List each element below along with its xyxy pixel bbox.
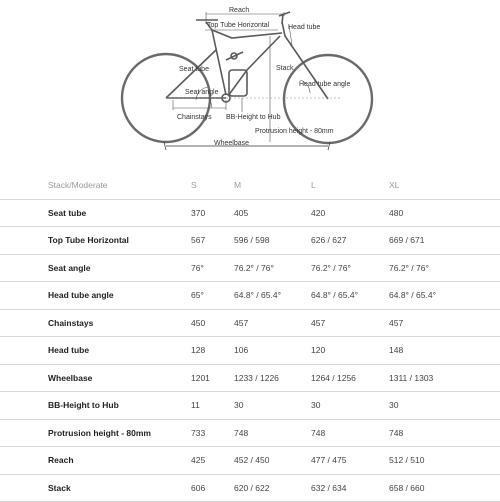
cell-value: 76.2° / 76° [234,254,311,282]
cell-value: 658 / 660 [389,474,500,502]
row-label: Top Tube Horizontal [0,227,191,255]
cell-value: 596 / 598 [234,227,311,255]
cell-value: 626 / 627 [311,227,389,255]
cell-value: 76.2° / 76° [389,254,500,282]
table-row [0,282,500,310]
cell-value: 30 [234,392,311,420]
cell-value: 620 / 622 [234,474,311,502]
header-size-xl: XL [389,172,500,199]
cell-value: 669 / 671 [389,227,500,255]
label-reach: Reach [229,7,250,14]
table-row [0,447,500,475]
label-seat-angle: Seat angle [185,89,219,96]
cell-value: 64.8° / 65.4° [389,282,500,310]
cell-value: 76° [191,254,234,282]
cell-value: 11 [191,392,234,420]
header-size-m: M [234,172,311,199]
row-label: Seat tube [0,199,191,227]
cell-value: 106 [234,337,311,365]
cell-value: 405 [234,199,311,227]
cell-value: 64.8° / 65.4° [311,282,389,310]
label-top-tube-horizontal: Top Tube Horizontal [207,22,270,29]
row-label: Head tube angle [0,282,191,310]
cell-value: 512 / 510 [389,447,500,475]
table-row [0,419,500,447]
row-label: Stack [0,474,191,502]
cell-value: 480 [389,199,500,227]
cell-value: 457 [234,309,311,337]
row-label: Chainstays [0,309,191,337]
cell-value: 567 [191,227,234,255]
cell-value: 748 [234,419,311,447]
header-size-s: S [191,172,234,199]
row-label: Wheelbase [0,364,191,392]
row-label: Protrusion height - 80mm [0,419,191,447]
table-row [0,392,500,420]
label-seat-tube: Seat tube [179,66,209,73]
header-label: Stack/Moderate [0,172,191,199]
cell-value: 748 [311,419,389,447]
cell-value: 450 [191,309,234,337]
cell-value: 425 [191,447,234,475]
cell-value: 457 [311,309,389,337]
cell-value: 1201 [191,364,234,392]
cell-value: 65° [191,282,234,310]
cell-value: 76.2° / 76° [311,254,389,282]
cell-value: 128 [191,337,234,365]
cell-value: 64.8° / 65.4° [234,282,311,310]
row-label: Reach [0,447,191,475]
cell-value: 1233 / 1226 [234,364,311,392]
table-row [0,254,500,282]
cell-value: 606 [191,474,234,502]
cell-value: 148 [389,337,500,365]
cell-value: 733 [191,419,234,447]
cell-value: 30 [389,392,500,420]
label-head-tube-angle: Head tube angle [299,81,351,88]
cell-value: 420 [311,199,389,227]
label-head-tube: Head tube [288,24,321,31]
label-protrusion: Protrusion height - 80mm [255,128,334,135]
cell-value: 1264 / 1256 [311,364,389,392]
table-body [0,199,500,502]
label-wheelbase: Wheelbase [214,140,250,147]
table-row [0,309,500,337]
cell-value: 632 / 634 [311,474,389,502]
row-label: Head tube [0,337,191,365]
row-label: Seat angle [0,254,191,282]
label-chainstays: Chainstays [177,114,212,121]
table-row [0,474,500,502]
cell-value: 452 / 450 [234,447,311,475]
cell-value: 748 [389,419,500,447]
cell-value: 477 / 475 [311,447,389,475]
cell-value: 30 [311,392,389,420]
header-size-l: L [311,172,389,199]
row-label: BB-Height to Hub [0,392,191,420]
table-row [0,364,500,392]
table-row [0,337,500,365]
cell-value: 1311 / 1303 [389,364,500,392]
label-stack: Stack [276,65,294,72]
cell-value: 370 [191,199,234,227]
table-row [0,199,500,227]
table-row [0,227,500,255]
bike-geometry-diagram [0,0,500,165]
cell-value: 120 [311,337,389,365]
cell-value: 457 [389,309,500,337]
geometry-table [0,172,500,502]
table-header-row [0,172,500,199]
label-bb-height: BB-Height to Hub [226,114,281,121]
